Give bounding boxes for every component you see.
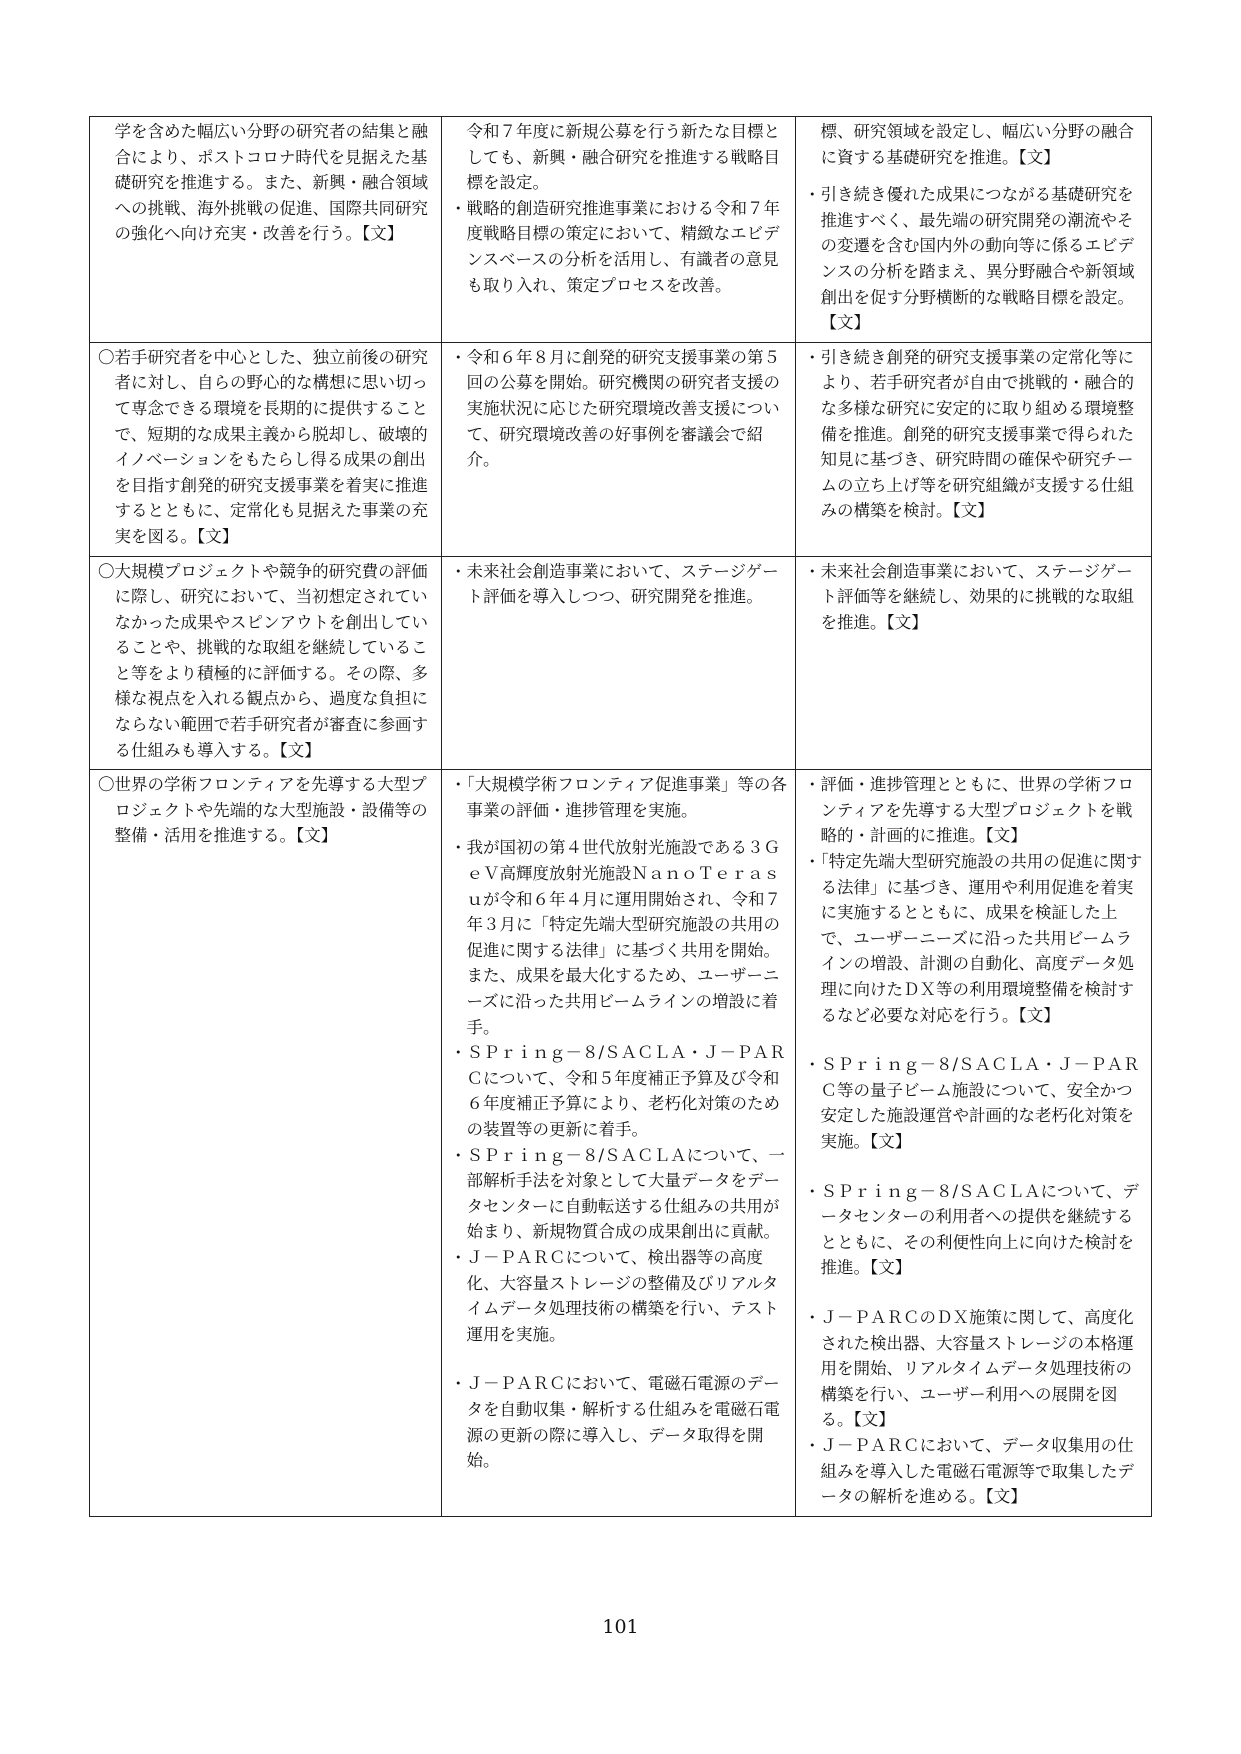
plan-item: ・引き続き優れた成果につながる基礎研究を推進すべく、最先端の研究開発の潮流やその変遷を含む国内外の動向等に係るエビデンスの分析を踏まえ、異分野融合や新領域創出を促す分野横断的な戦略目標を設定。【文】 (804, 185, 1135, 333)
plan-item: ・ＳＰｒｉｎｇ－８/ＳＡＣＬＡについて、データセンターの利用者への提供を継続するとともに、その利便性向上に向けた検討を推進。【文】 (804, 1181, 1139, 1278)
plan-cell (796, 342, 1152, 556)
progress-item: ・未来社会創造事業において、ステージゲート評価を導入しつつ、研究開発を推進。 (450, 561, 779, 607)
plan-item: ・Ｊ－ＰＡＲＣのＤＸ施策に関して、高度化された検出器、大容量ストレージの本格運用を開始、リアルタイムデータ処理技術の構築を行い、ユーザー利用への展開を図る。【文】 (804, 1307, 1134, 1430)
plan-item: ・Ｊ－ＰＡＲＣにおいて、データ収集用の仕組みを導入した電磁石電源等で取集したデータの解析を進める。【文】 (804, 1435, 1134, 1507)
page-number: 101 (602, 1616, 639, 1638)
progress-cell (442, 770, 796, 1516)
policy-table (89, 116, 1152, 1517)
plan-item: ・引き続き創発的研究支援事業の定常化等により、若手研究者が自由で挑戦的・融合的な多様な研究に安定的に取り組める環境整備を推進。創発的研究支援事業で得られた知見に基づき、研究時間の確保や研究チームの立ち上げ等を研究組織が支援する仕組みの構築を検討。【文】 (804, 347, 1134, 521)
plan-item: ・ＳＰｒｉｎｇ－８/ＳＡＣＬＡ・Ｊ－ＰＡＲＣ等の量子ビーム施設について、安全かつ安定した施設運営や計画的な老朽化対策を実施。【文】 (804, 1055, 1140, 1151)
measure-text: 学を含めた幅広い分野の研究者の結集と融合により、ポストコロナ時代を見据えた基礎研究を推進する。また、新興・融合領域への挑戦、海外挑戦の促進、国際共同研究の強化へ向け充実・改善を行う。【文】 (114, 122, 428, 244)
table-row (90, 117, 1152, 343)
measure-text: 〇若手研究者を中心とした、独立前後の研究者に対し、自らの野心的な構想に思い切って専念できる環境を長期的に提供することで、短期的な成果主義から脱却し、破壊的イノベーションをもたらし得る成果の創出を目指す創発的研究支援事業を着実に推進するとともに、定常化も見据えた事業の充実を図る。【文】 (98, 347, 428, 546)
plan-item: ・評価・進捗管理とともに、世界の学術フロンティアを先導する大型プロジェクトを戦略的・計画的に推進。【文】 (804, 775, 1134, 846)
policy-table-container (89, 116, 1151, 1517)
table-row (90, 556, 1152, 770)
progress-item: ・戦略的創造研究推進事業における令和７年度戦略目標の策定において、精緻なエビデンスベースの分析を活用し、有識者の意見も取り入れ、策定プロセスを改善。 (450, 198, 780, 295)
table-row (90, 770, 1152, 1516)
progress-item: 令和７年度に新規公募を行う新たな目標としても、新興・融合研究を推進する戦略目標を設定。 (466, 122, 780, 193)
measure-text: 〇世界の学術フロンティアを先導する大型プロジェクトや先端的な大型施設・設備等の整備・活用を推進する。【文】 (98, 775, 428, 846)
progress-cell (442, 556, 796, 770)
progress-item: ・ＳＰｒｉｎｇ－８/ＳＡＣＬＡについて、一部解析手法を対象として大量データをデータセンターに自動転送する仕組みの共用が始まり、新規物質合成の成果創出に貢献。 (450, 1145, 785, 1242)
progress-cell (442, 117, 796, 343)
plan-cell (796, 770, 1152, 1516)
measure-cell (90, 117, 442, 343)
measure-cell (90, 556, 442, 770)
plan-cell (796, 556, 1152, 770)
measure-text: 〇大規模プロジェクトや競争的研究費の評価に際し、研究において、当初想定されていなかった成果やスピンアウトを創出していることや、挑戦的な取組を継続していること等をより積極的に評価する。その際、多様な視点を入れる観点から、過度な負担にならない範囲で若手研究者が審査に参画する仕組みも導入する。【文】 (98, 561, 428, 760)
progress-item: ・「大規模学術フロンティア促進事業」等の各事業の評価・進捗管理を実施。 (450, 775, 787, 820)
progress-item: ・我が国初の第４世代放射光施設である３ＧｅＶ高輝度放射光施設ＮａｎｏＴｅｒａｓｕが令和６年４月に運用開始され、令和７年３月に「特定先端大型研究施設の共用の促進に関する法律」に基づく共用を開始。また、成果を最大化するため、ユーザーニーズに沿った共用ビームラインの増設に着手。 (450, 838, 781, 1037)
progress-item: ・Ｊ－ＰＡＲＣについて、検出器等の高度化、大容量ストレージの整備及びリアルタイムデータ処理技術の構築を行い、テスト運用を実施。 (450, 1247, 780, 1344)
plan-cell (796, 117, 1152, 343)
plan-item: 標、研究領域を設定し、幅広い分野の融合に資する基礎研究を推進。【文】 (820, 122, 1134, 167)
measure-cell (90, 770, 442, 1516)
table-row (90, 342, 1152, 556)
progress-item: ・Ｊ－ＰＡＲＣにおいて、電磁石電源のデータを自動収集・解析する仕組みを電磁石電源の更新の際に導入し、データ取得を開始。 (450, 1374, 780, 1471)
measure-cell (90, 342, 442, 556)
progress-cell (442, 342, 796, 556)
progress-item: ・ＳＰｒｉｎｇ－８/ＳＡＣＬＡ・Ｊ－ＰＡＲＣについて、令和５年度補正予算及び令和６年度補正予算により、老朽化対策のための装置等の更新に着手。 (450, 1043, 786, 1139)
plan-item: ・未来社会創造事業において、ステージゲート評価等を継続し、効果的に挑戦的な取組を推進。【文】 (804, 561, 1134, 632)
plan-item: ・「特定先端大型研究施設の共用の促進に関する法律」に基づき、運用や利用促進を着実に実施するとともに、成果を検証した上で、ユーザーニーズに沿った共用ビームラインの増設、計測の自動化、高度データ処理に向けたＤＸ等の利用環境整備を検討するなど必要な対応を行う。【文】 (804, 852, 1143, 1025)
progress-item: ・令和６年８月に創発的研究支援事業の第５回の公募を開始。研究機関の研究者支援の実施状況に応じた研究環境改善支援について、研究環境改善の好事例を審議会で紹介。 (450, 347, 780, 470)
